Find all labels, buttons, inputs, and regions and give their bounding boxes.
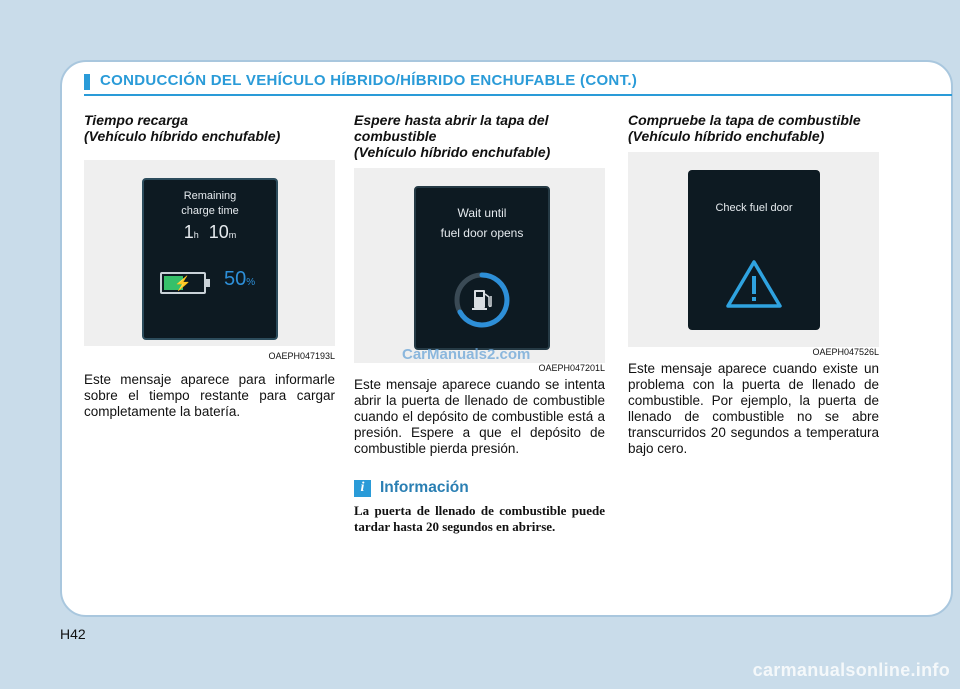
column-charge-time (84, 112, 335, 420)
column-check-fuel-door (628, 112, 879, 457)
hours-value: 1 (183, 222, 194, 242)
bolt-icon: ⚡ (174, 275, 192, 291)
fuel-gauge-ring (452, 270, 512, 330)
figure-code: OAEPH047193L (268, 351, 335, 361)
percent-unit: % (246, 277, 256, 288)
info-text: La puerta de llenado de combustible puede tardar hasta 20 segundos en abrirse. (354, 503, 605, 534)
info-box (354, 479, 605, 535)
column-body: Este mensaje aparece cuando existe un problema con la puerta de llenado de combustible. Por ejemplo, la puerta de llenado de combustible no se abre transcurridos 20 segundos a temperatura bajo cero. (628, 361, 879, 456)
minutes-unit: m (228, 230, 237, 240)
display-line-2: fuel door opens (440, 226, 524, 240)
cluster-display (688, 170, 820, 330)
figure-wait-fuel-door (354, 168, 605, 373)
figure-charge-time (84, 160, 335, 361)
watermark-carmanuals: CarManuals2.com (402, 346, 531, 363)
cluster-display (414, 186, 550, 350)
hours-unit: h (193, 230, 199, 240)
page-number: H42 (60, 626, 86, 642)
minutes-value: 10 (208, 222, 229, 242)
header-rule (84, 94, 952, 96)
figure-code: OAEPH047201L (538, 363, 605, 373)
header-accent-bar (84, 74, 90, 90)
battery-icon (160, 272, 206, 294)
battery-percent-readout (224, 268, 255, 291)
manual-page (60, 60, 953, 617)
time-readout (144, 222, 276, 243)
display-line-1: Remaining (183, 190, 237, 202)
column-body: Este mensaje aparece para informarle sobre el tiempo restante para cargar completamente la batería. (84, 372, 335, 419)
section-title: CONDUCCIÓN DEL VEHÍCULO HÍBRIDO/HÍBRIDO ENCHUFABLE (CONT.) (100, 72, 638, 89)
battery-terminal (206, 279, 210, 287)
column-heading: Espere hasta abrir la tapa del combustible (Vehículo híbrido enchufable) (354, 112, 551, 160)
display-line-2: charge time (181, 205, 239, 217)
column-heading: Tiempo recarga (Vehículo híbrido enchufable) (84, 112, 281, 144)
figure-code: OAEPH047526L (812, 347, 879, 357)
section-header (84, 72, 952, 90)
column-heading: Compruebe la tapa de combustible (Vehículo híbrido enchufable) (628, 112, 861, 144)
display-line-1: Wait until (457, 206, 507, 220)
info-title: Información (380, 479, 469, 496)
watermark-site: carmanualsonline.info (752, 660, 950, 680)
battery-percent-value: 50 (224, 268, 247, 290)
display-line-1: Check fuel door (715, 202, 793, 214)
column-wait-fuel-door (354, 112, 605, 535)
figure-check-fuel-door (628, 152, 879, 357)
column-body: Este mensaje aparece cuando se intenta abrir la puerta de llenado de combustible cuando el depósito de combustible está a presión. Espere a que el depósito de combustible pierda presión. (354, 377, 605, 456)
info-header (354, 479, 605, 497)
cluster-display (142, 178, 278, 340)
info-icon: i (354, 480, 371, 497)
fuel-pump-icon (472, 290, 491, 310)
warning-triangle-icon (724, 258, 784, 310)
